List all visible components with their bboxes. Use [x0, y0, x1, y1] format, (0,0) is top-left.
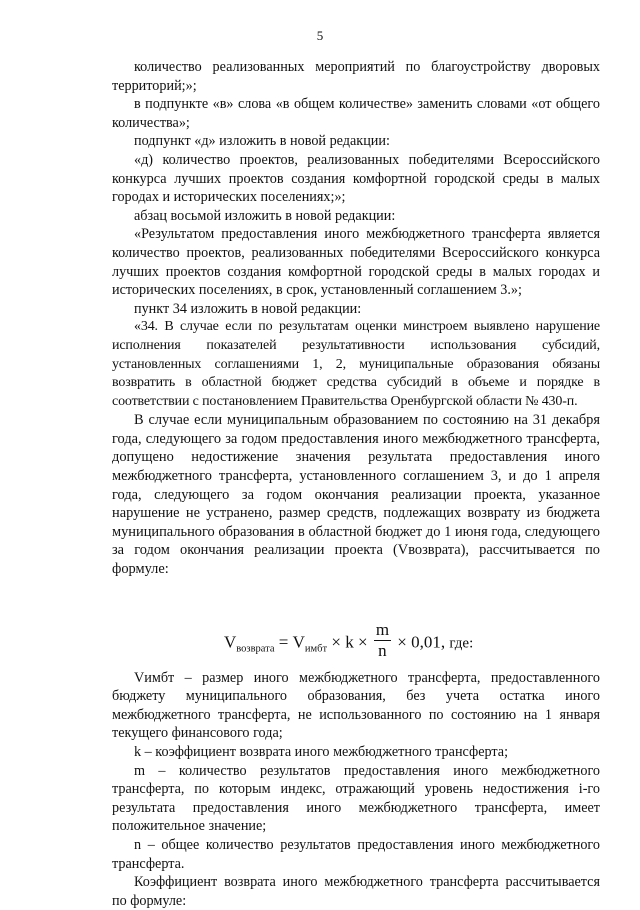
- formula-fraction: [374, 620, 391, 661]
- paragraph-1: количество реализованных мероприятий по благоустройству дворовых территорий;»;: [112, 59, 600, 94]
- paragraph-coefficient: Коэффициент возврата иного межбюджетного трансферта рассчитывается по формуле:: [112, 874, 600, 909]
- formula-denominator: n: [378, 640, 387, 660]
- paragraph-7: пункт 34 изложить в новой редакции:: [134, 300, 362, 317]
- formula-v-imbt: V: [292, 632, 305, 652]
- formula-equals: =: [274, 632, 293, 652]
- paragraph-4: «д) количество проектов, реализованных победителями Всероссийского конкурса лучших проектов создания комфортной городской среды в малых городах и исторических поселениях;»;: [112, 151, 600, 206]
- formula-v-return-subscript: возврата: [236, 643, 275, 655]
- page-number: 5: [316, 28, 324, 43]
- paragraph-6: «Результатом предоставления иного межбюджетного трансферта является количество проектов, реализованных победителями Всероссийского конкурса лучших проектов создания комфортной городской среды в малых городах и исторических поселениях, в срок, установленный соглашением 3.»;: [112, 226, 600, 299]
- definition-n: n – общее количество результатов предоставления иного межбюджетного трансферта.: [112, 836, 600, 872]
- paragraph-9: В случае если муниципальным образованием по состоянию на 31 декабря года, следующего за годом предоставления иного межбюджетного трансферта, допущено недостижение значения результата предоставления иного межбюджетного трансферта, установленного соглашением 3, и до 1 апреля года, следующего за годом окончания реализации проекта, указанное нарушение не устранено, размер средств, подлежащих возврату из бюджета муниципального образования в областной бюджет до 1 июня года, следующего за годом окончания реализации проекта (Vвозврата), рассчитывается по формуле:: [112, 412, 600, 578]
- definition-k: k – коэффициент возврата иного межбюджетного трансферта;: [134, 744, 509, 760]
- document-body: [112, 58, 600, 910]
- paragraph-2: в подпункте «в» слова «в общем количестве» заменить словами «от общего количества»;: [112, 96, 600, 131]
- formula-numerator: m: [375, 619, 390, 639]
- paragraph-3: подпункт «д» изложить в новой редакции:: [134, 133, 390, 150]
- formula-tail: × 0,01,: [393, 632, 450, 652]
- formula-times-k: × k ×: [327, 632, 372, 652]
- definition-m: m – количество результатов предоставления иного межбюджетного трансферта, по которым индекс, отражающий уровень недостижения i-го результата предоставления иного межбюджетного трансферта, имеет положительное значение;: [112, 762, 600, 835]
- formula-where: где:: [449, 635, 474, 652]
- formula-v-return: V: [224, 632, 237, 652]
- paragraph-8: «34. В случае если по результатам оценки минстроем выявлено нарушение исполнения показателей результативности использования субсидий, установленных соглашениями 1, 2, муниципальные образования обязаны возвратить в областной бюджет средства субсидий в объеме и порядке в соответствии с постановлением Правительства Оренбургской области № 430-п.: [112, 319, 600, 409]
- formula-v-imbt-subscript: имбт: [304, 643, 328, 655]
- return-formula: [112, 593, 600, 669]
- paragraph-5: абзац восьмой изложить в новой редакции:: [134, 207, 396, 224]
- definition-v-imbt: Vимбт – размер иного межбюджетного трансферта, предоставленного бюджету муниципального образования, без учета остатка иного межбюджетного трансферта, не использованного по состоянию на 1 января текущего финансового года;: [112, 669, 600, 742]
